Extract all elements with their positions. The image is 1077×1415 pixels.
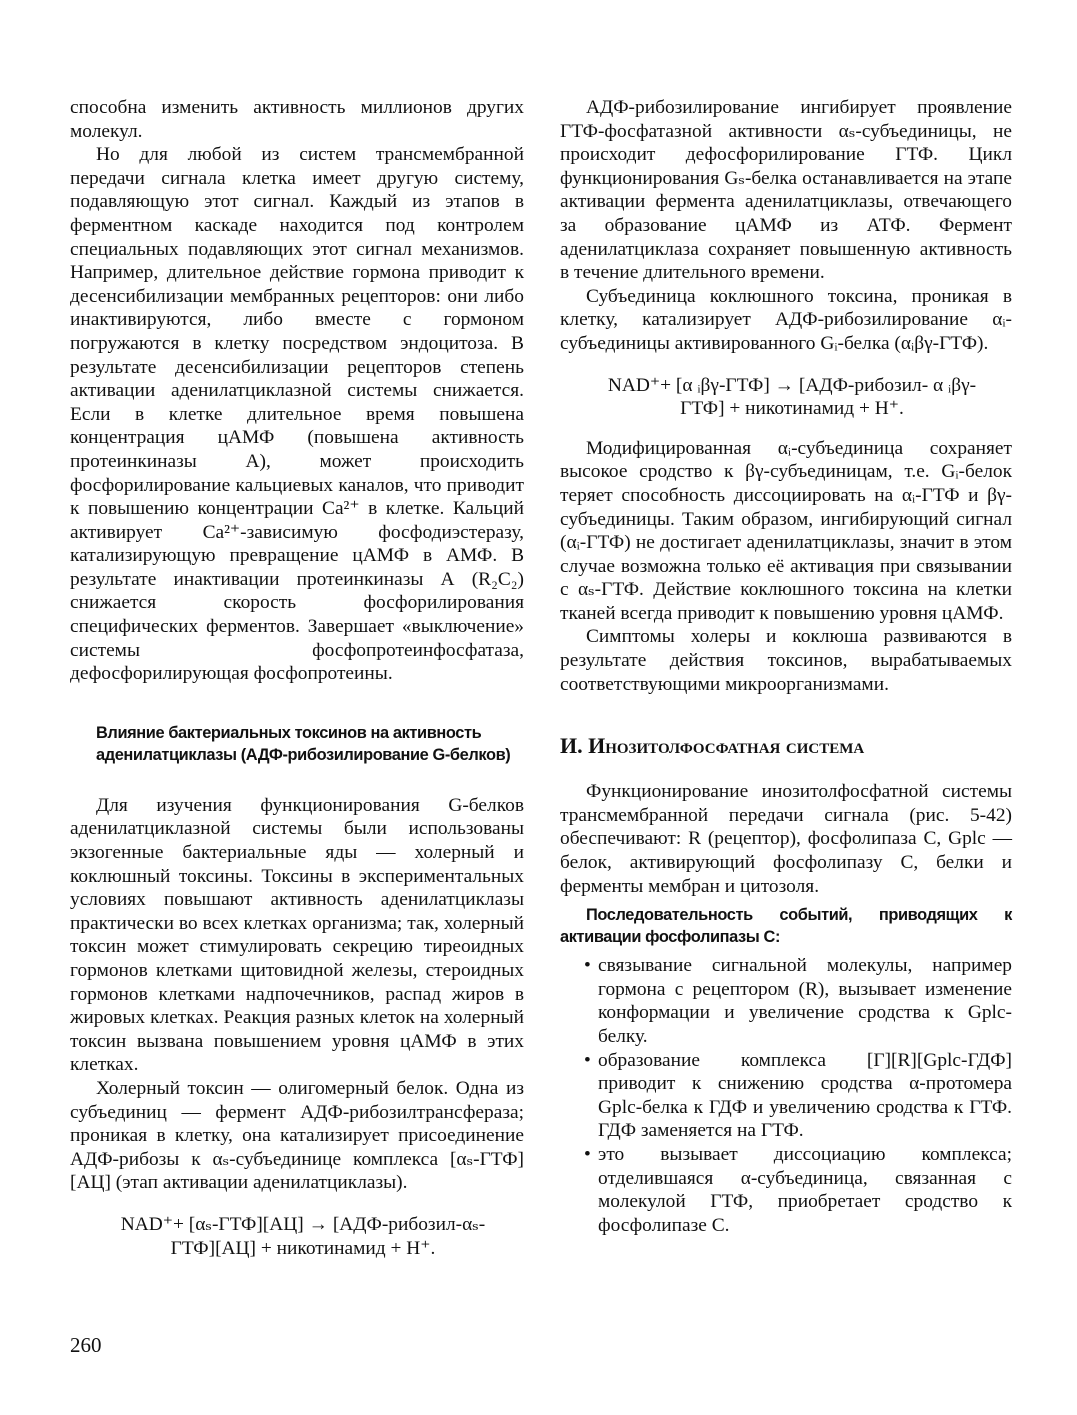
formula-line: ГТФ] + никотинамид + H⁺. [680, 398, 904, 420]
reaction-formula [560, 374, 1012, 421]
left-column [70, 96, 524, 1276]
formula-line: NAD⁺+ [αₛ-ГТФ][АЦ] → [АДФ-рибозил-αₛ- [120, 1213, 486, 1235]
paragraph: Холерный токсин — олигомерный белок. Одна из субъединиц — фермент АДФ-рибозилтрансфераза; проникая в клетку, она катализирует присоединение АДФ-рибозы к αₛ-субъединице комплекса [αₛ-ГТФ][АЦ] (этап активации аденилатциклазы). [70, 1077, 524, 1194]
list-lead: Последовательность событий, приводящих к активации фосфолипазы С: [560, 906, 1012, 947]
bullet-icon: • [584, 1143, 591, 1165]
event-list [560, 954, 1012, 1237]
paragraph: АДФ-рибозилирование ингибирует проявление ГТФ-фосфатазной активности αₛ-субъединицы, не происходит дефосфорилирование ГТФ. Цикл функционирования Gₛ-белка останавливается на этапе активации фермента аденилатциклазы, отвечающего за образование цАМФ из АТФ. Фермент аденилатциклаза сохраняет повышенную активность в течение длительного времени. [560, 97, 1012, 284]
subsection-heading: Влияние бактериальных токсинов на активность аденилатциклазы (АДФ-рибозилирование G-белков) [96, 723, 511, 764]
paragraph: Субъединица коклюшного токсина, проникая в клетку, катализирует АДФ-рибозилирование αᵢ-субъединицы активированного Gᵢ-белка (αᵢβγ-ГТФ). [560, 285, 1012, 354]
paragraph: Функционирование инозитолфосфатной системы трансмембранной передачи сигнала (рис. 5-42) обеспечивают: R (рецептор), фосфолипаза С, Gplc — белок, активирующий фосфолипазу С, белки и ферменты мембран и цитозоля. [560, 781, 1012, 897]
bullet-icon: • [584, 1049, 591, 1071]
bullet-icon: • [584, 955, 591, 977]
list-item [560, 1049, 1012, 1143]
list-item-text: образование комплекса [Г][R][Gplc-ГДФ] приводит к снижению сродства α-протомера Gplc-белка к ГДФ и увеличению сродства к ГТФ. ГДФ заменяется на ГТФ. [598, 1049, 1012, 1142]
reaction-formula [70, 1213, 524, 1260]
section-title: И. Инозитолфосфатная система [560, 733, 865, 759]
list-item-text: связывание сигнальной молекулы, например гормона с рецептором (R), вызывает изменение конформации и увеличение сродства к Gplc-белку. [598, 955, 1012, 1047]
paragraph: Симптомы холеры и коклюша развиваются в результате действия токсинов, вырабатываемых соответствующими микроорганизмами. [560, 626, 1012, 695]
paragraph: способна изменить активность миллионов других молекул. [70, 97, 524, 142]
formula-line: ГТФ][АЦ] + никотинамид + H⁺. [170, 1237, 436, 1259]
page-number: 260 [70, 1333, 102, 1357]
list-item [560, 1143, 1012, 1237]
paragraph: Но для любой из систем трансмембранной передачи сигнала клетка имеет другую систему, подавляющую этот сигнал. Каждый из этапов в ферментном каскаде находится под контролем специальных подавляющих этот сигнал механизмов. Например, длительное действие гормона приводит к десенсибилизации мембранных рецепторов: они либо инактивируются, либо вместе с гормоном погружаются в клетку посредством эндоцитоза. В результате десенсибилизации рецепторов степень активации аденилатциклазной системы снижается. Если в клетке длительное время повышена концентрация цАМФ (повышена активность протеинкиназы А), может происходить фосфорилирование кальциевых каналов, что приводит к повышению концентрации Ca²⁺ в клетке. Кальций активирует Ca²⁺-зависимую фосфодиэстеразу, катализирующую превращение цАМФ в АМФ. В результате инактивации протеинкиназы А (R₂C₂) снижается скорость фосфорилирования специфических ферментов. Завершает «выключение» системы фосфопротеинфосфатаза, дефосфорилирующая фосфопротеины. [70, 144, 524, 685]
list-item [560, 954, 1012, 1048]
formula-line: NAD⁺+ [α ᵢβγ-ГТФ] → [АДФ-рибозил- α ᵢβγ- [607, 374, 977, 396]
right-column [560, 96, 1012, 1237]
list-item-text: это вызывает диссоциацию комплекса; отделившаяся α-субъединица, связанная с молекулой ГТФ, приобретает сродство к фосфолипазе С. [598, 1143, 1012, 1236]
paragraph: Модифицированная αᵢ-субъединица сохраняет высокое сродство к βγ-субъединицам, т.е. Gᵢ-белок теряет способность диссоциировать на αᵢ-ГТФ и βγ-субъединицы. Таким образом, ингибирующий сигнал (αᵢ-ГТФ) не достигает аденилатциклазы, значит в этом случае возможна только её активация при связывании с αₛ-ГТФ. Действие коклюшного токсина на клетки тканей всегда приводит к повышению уровня цАМФ. [560, 437, 1012, 624]
paragraph: Для изучения функционирования G-белков аденилатциклазной системы были использованы экзогенные бактериальные яды — холерный и коклюшный токсины. Токсины в экспериментальных условиях повышают активность аденилатциклазы практически во всех клетках организма; так, холерный токсин может стимулировать секрецию тиреоидных гормонов клетками щитовидной железы, стероидных гормонов клетками надпочечников, распад жиров в жировых клетках. Реакция разных клеток на холерный токсин вызвана повышением уровня цАМФ в этих клетках. [70, 794, 524, 1076]
